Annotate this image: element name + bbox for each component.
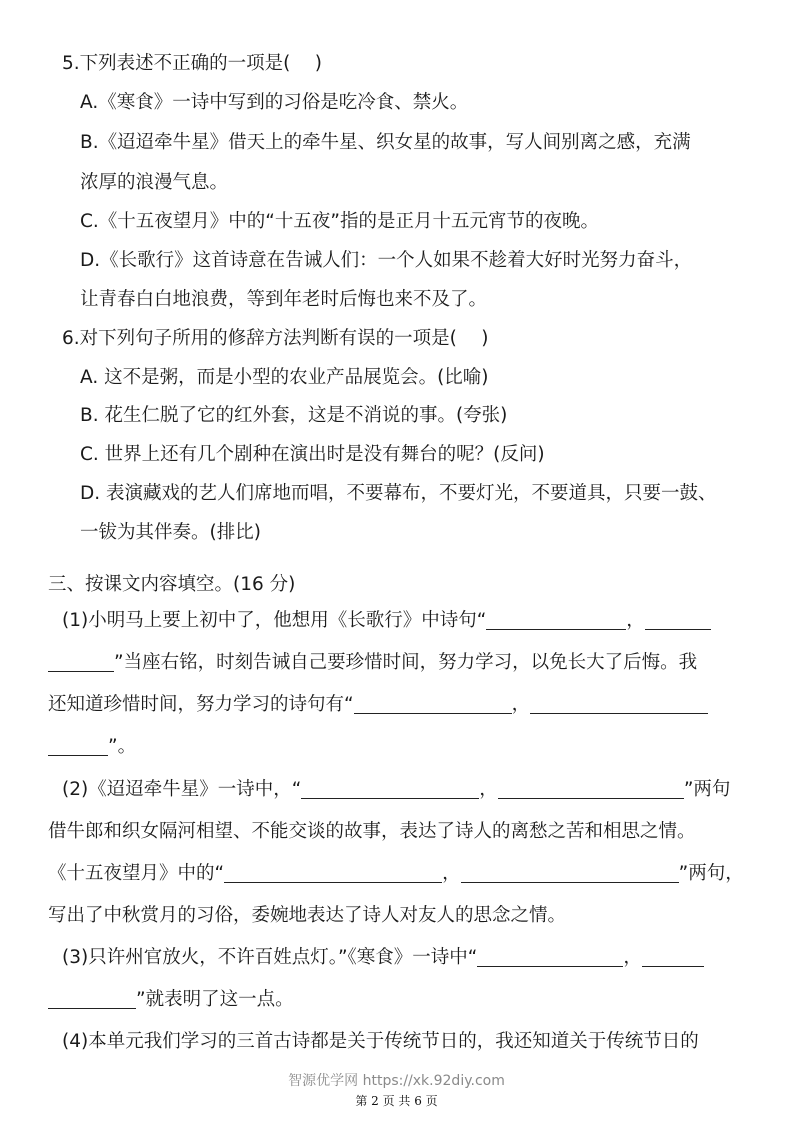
fill-item-3-line2	[48, 988, 294, 1012]
answer-blank[interactable]	[642, 946, 704, 967]
q6-option-a: A. 这不是粥，而是小型的农业产品展览会。(比喻)	[80, 367, 489, 388]
fill-text: ，	[623, 947, 642, 968]
fill-text: (2)《迢迢牵牛星》一诗中，“	[62, 779, 302, 800]
fill-item-2-line3	[48, 862, 744, 886]
q6-option-d-line2: 一钹为其伴奏。(排比)	[80, 522, 261, 543]
answer-blank[interactable]	[48, 651, 114, 672]
answer-blank[interactable]	[461, 862, 679, 883]
answer-blank[interactable]	[477, 946, 623, 967]
footer-watermark: 智源优学网 https://xk.92diy.com	[288, 1073, 505, 1089]
answer-blank[interactable]	[645, 609, 711, 630]
answer-blank[interactable]	[48, 988, 136, 1009]
fill-text: ，	[511, 694, 531, 715]
q5-stem: 5.下列表述不正确的一项是( )	[62, 53, 322, 74]
fill-text: ”。	[108, 736, 137, 757]
fill-item-1-line4	[48, 735, 136, 759]
answer-blank[interactable]	[498, 778, 684, 799]
fill-item-1-line2	[48, 651, 697, 675]
answer-blank[interactable]	[301, 778, 479, 799]
page-number: 第 2 页 共 6 页	[355, 1094, 438, 1108]
section3-title: 三、按课文内容填空。(16 分)	[48, 574, 296, 595]
fill-text: ，	[442, 863, 461, 884]
fill-text: 还知道珍惜时间，努力学习的诗句有“	[48, 694, 354, 715]
answer-blank[interactable]	[48, 735, 108, 756]
fill-text: (3)只许州官放火，不许百姓点灯。”《寒食》一诗中“	[62, 947, 478, 968]
q5-option-d-line2: 让青春白白地浪费，等到年老时后悔也来不及了。	[80, 289, 488, 310]
fill-text: ，	[479, 779, 498, 800]
q5-option-c: C.《十五夜望月》中的“十五夜”指的是正月十五元宵节的夜晚。	[80, 211, 599, 232]
q6-stem: 6.对下列句子所用的修辞方法判断有误的一项是( )	[62, 328, 489, 349]
answer-blank[interactable]	[486, 609, 626, 630]
answer-blank[interactable]	[224, 862, 442, 883]
fill-item-2-line4: 写出了中秋赏月的习俗，委婉地表达了诗人对友人的思念之情。	[48, 905, 567, 926]
answer-blank[interactable]	[354, 693, 512, 714]
answer-blank[interactable]	[530, 693, 708, 714]
q6-option-d-line1: D. 表演藏戏的艺人们席地而唱，不要幕布，不要灯光，不要道具，只要一鼓、	[80, 483, 717, 504]
fill-text: 《十五夜望月》中的“	[48, 863, 225, 884]
fill-item-1-line1	[62, 609, 711, 633]
fill-item-2-line2: 借牛郎和织女隔河相望、不能交谈的故事，表达了诗人的离愁之苦和相思之情。	[48, 821, 696, 842]
fill-item-2-line1	[62, 778, 730, 802]
fill-text: ，	[626, 610, 645, 631]
fill-text: (1)小明马上要上初中了，他想用《长歌行》中诗句“	[62, 610, 487, 631]
q5-option-b-line1: B.《迢迢牵牛星》借天上的牵牛星、织女星的故事，写人间别离之感，充满	[80, 132, 691, 153]
fill-item-3-line1	[62, 946, 704, 970]
q6-option-b: B. 花生仁脱了它的红外套，这是不消说的事。(夸张)	[80, 405, 508, 426]
fill-text: ”就表明了这一点。	[136, 989, 294, 1010]
fill-text: ”两句，	[678, 863, 744, 884]
fill-item-1-line3	[48, 693, 708, 717]
q5-option-d-line1: D.《长歌行》这首诗意在告诫人们：一个人如果不趁着大好时光努力奋斗，	[80, 250, 693, 271]
q5-option-a: A.《寒食》一诗中写到的习俗是吃冷食、禁火。	[80, 92, 469, 113]
fill-text: ”当座右铭，时刻告诫自己要珍惜时间，努力学习，以免长大了后悔。我	[114, 652, 698, 673]
fill-item-4-line1: (4)本单元我们学习的三首古诗都是关于传统节日的，我还知道关于传统节日的	[62, 1031, 699, 1052]
q6-option-c: C. 世界上还有几个剧种在演出时是没有舞台的呢？(反问)	[80, 444, 545, 465]
fill-text: ”两句	[683, 779, 731, 800]
q5-option-b-line2: 浓厚的浪漫气息。	[80, 172, 229, 193]
